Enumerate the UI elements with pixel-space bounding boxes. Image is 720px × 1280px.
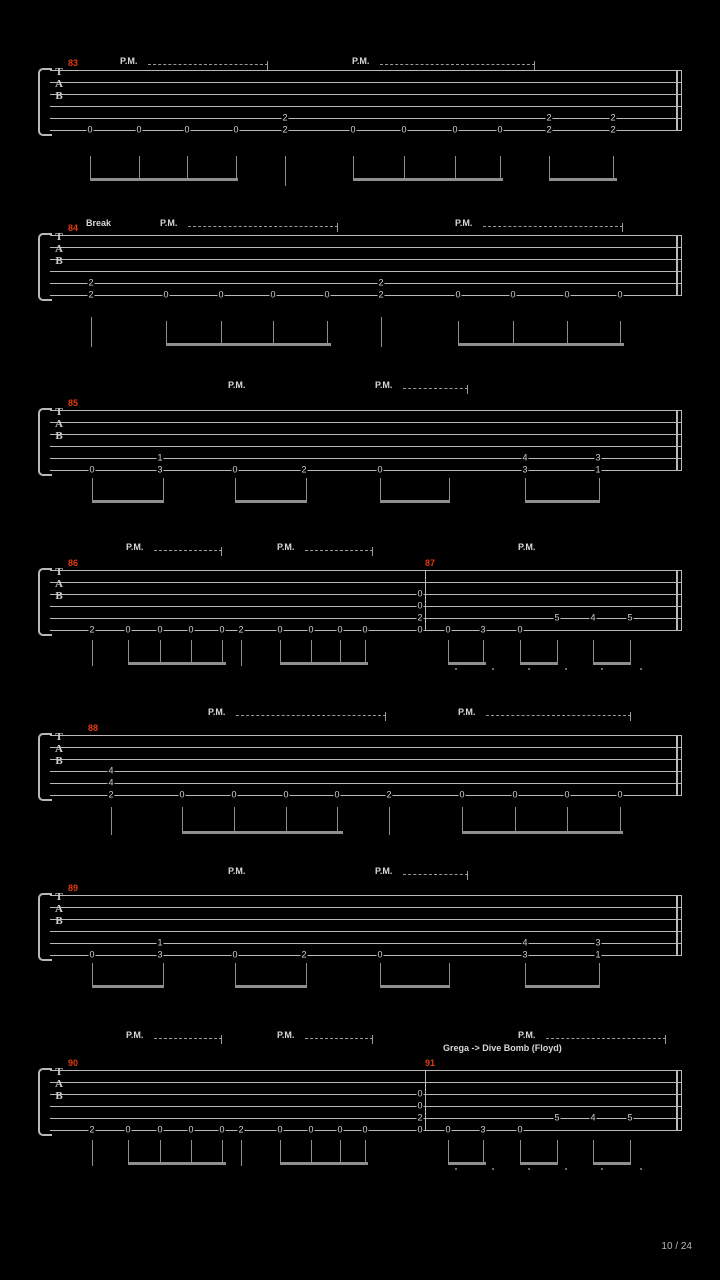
tab-fret-number: 0 [362, 624, 368, 635]
tab-fret-number: 0 [497, 124, 503, 135]
tab-fret-number: 0 [233, 124, 239, 135]
palm-mute-dashed-line [154, 550, 222, 552]
note-beam [380, 985, 450, 988]
tab-fret-number: 5 [554, 1112, 560, 1123]
tab-staff [38, 231, 682, 300]
tab-fret-number: 0 [362, 1124, 368, 1135]
note-beam [92, 985, 164, 988]
staff-line [50, 434, 682, 435]
note-stem [91, 317, 92, 347]
note-beam [92, 500, 164, 503]
note-beam [462, 831, 623, 834]
tab-staff [38, 566, 682, 635]
palm-mute-marking: P.M. [208, 707, 226, 717]
tab-fret-number: 0 [564, 789, 570, 800]
tab-fret-number: 2 [238, 624, 244, 635]
measure-number: 91 [425, 1058, 436, 1068]
tab-fret-number: 1 [157, 452, 163, 463]
performance-text-label: Grega -> Dive Bomb (Floyd) [443, 1043, 562, 1053]
page-number: 10 / 24 [661, 1241, 692, 1252]
tab-fret-number: 5 [627, 1112, 633, 1123]
tab-clef: T A B [55, 406, 63, 442]
tab-fret-number: 2 [88, 289, 94, 300]
tab-fret-number: 0 [337, 624, 343, 635]
note-beam [380, 500, 450, 503]
note-beam [593, 662, 631, 665]
note-stem [241, 640, 242, 666]
note-stem [557, 1140, 558, 1165]
tab-fret-number: 0 [417, 1124, 423, 1135]
tab-fret-number: 2 [301, 464, 307, 475]
tab-fret-number: 0 [417, 624, 423, 635]
tab-fret-number: 0 [510, 289, 516, 300]
staff-line [50, 1082, 682, 1083]
palm-mute-dashed-line [188, 226, 338, 228]
staff-line [50, 1118, 682, 1119]
tab-staff [38, 66, 682, 135]
tab-fret-number: 2 [282, 112, 288, 123]
tab-fret-number: 0 [188, 1124, 194, 1135]
rhythm-dot [601, 1168, 603, 1170]
tab-fret-number: 1 [595, 949, 601, 960]
note-beam [525, 500, 600, 503]
staff-line [50, 446, 682, 447]
end-barline-thin [676, 410, 678, 470]
staff-line [50, 422, 682, 423]
staff-line [50, 570, 682, 571]
tab-fret-number: 0 [163, 289, 169, 300]
tab-fret-number: 0 [219, 624, 225, 635]
palm-mute-marking: P.M. [458, 707, 476, 717]
palm-mute-marking: P.M. [228, 380, 246, 390]
staff-line [50, 795, 682, 796]
staff-line [50, 931, 682, 932]
tab-fret-number: 0 [179, 789, 185, 800]
tab-fret-number: 3 [595, 452, 601, 463]
rhythm-dot [528, 1168, 530, 1170]
tab-staff [38, 1066, 682, 1135]
staff-line [50, 235, 682, 236]
tab-fret-number: 0 [417, 1088, 423, 1099]
staff-brace [38, 893, 52, 961]
palm-mute-dashed-line [305, 1038, 373, 1040]
tab-fret-number: 4 [590, 1112, 596, 1123]
tab-fret-number: 2 [610, 124, 616, 135]
tab-fret-number: 0 [517, 624, 523, 635]
tab-fret-number: 3 [480, 624, 486, 635]
staff-line [50, 271, 682, 272]
tab-fret-number: 4 [522, 452, 528, 463]
palm-mute-marking: P.M. [120, 56, 138, 66]
end-barline [681, 570, 682, 630]
tab-fret-number: 1 [595, 464, 601, 475]
measure-barline [425, 570, 426, 630]
measure-number: 85 [68, 398, 79, 408]
tab-fret-number: 0 [617, 289, 623, 300]
palm-mute-marking: P.M. [518, 542, 536, 552]
tab-fret-number: 2 [386, 789, 392, 800]
note-beam [128, 1162, 226, 1165]
staff-line [50, 735, 682, 736]
tab-fret-number: 0 [231, 789, 237, 800]
staff-line [50, 747, 682, 748]
staff-line [50, 130, 682, 131]
tab-fret-number: 0 [445, 1124, 451, 1135]
note-stem [286, 807, 287, 833]
note-beam [128, 662, 226, 665]
staff-line [50, 783, 682, 784]
palm-mute-dashed-line [148, 64, 268, 66]
tab-fret-number: 2 [238, 1124, 244, 1135]
tab-fret-number: 2 [301, 949, 307, 960]
end-barline-thin [676, 1070, 678, 1130]
tab-fret-number: 4 [108, 777, 114, 788]
note-beam [235, 500, 307, 503]
palm-mute-dashed-line [154, 1038, 222, 1040]
tab-fret-number: 0 [218, 289, 224, 300]
end-barline [681, 70, 682, 130]
note-stem [285, 156, 286, 186]
tab-fret-number: 0 [455, 289, 461, 300]
palm-mute-marking: P.M. [277, 1030, 295, 1040]
tab-clef: T A B [55, 66, 63, 102]
rhythm-dot [492, 668, 494, 670]
tab-fret-number: 4 [108, 765, 114, 776]
tab-fret-number: 0 [157, 1124, 163, 1135]
note-beam [235, 985, 307, 988]
note-beam [520, 662, 557, 665]
note-beam [90, 178, 238, 181]
note-stem [381, 317, 382, 347]
note-beam [525, 985, 600, 988]
rhythm-dot [455, 668, 457, 670]
tab-fret-number: 2 [378, 277, 384, 288]
staff-line [50, 582, 682, 583]
tab-fret-number: 2 [88, 277, 94, 288]
tab-fret-number: 0 [564, 289, 570, 300]
note-stem [182, 807, 183, 833]
staff-line [50, 907, 682, 908]
staff-line [50, 771, 682, 772]
staff-line [50, 94, 682, 95]
staff-line [50, 259, 682, 260]
palm-mute-dashed-line [380, 64, 535, 66]
tab-fret-number: 0 [184, 124, 190, 135]
staff-line [50, 895, 682, 896]
tab-fret-number: 0 [417, 1100, 423, 1111]
tab-fret-number: 0 [87, 124, 93, 135]
tab-fret-number: 0 [89, 464, 95, 475]
rhythm-dot [640, 668, 642, 670]
palm-mute-marking: P.M. [277, 542, 295, 552]
note-stem [234, 807, 235, 833]
staff-line [50, 118, 682, 119]
end-barline [681, 735, 682, 795]
note-beam [593, 1162, 631, 1165]
staff-line [50, 70, 682, 71]
tab-clef: T A B [55, 1066, 63, 1102]
note-stem [241, 1140, 242, 1166]
note-stem [92, 1140, 93, 1166]
note-beam [458, 343, 624, 346]
palm-mute-dashed-line [305, 550, 373, 552]
tab-fret-number: 0 [277, 624, 283, 635]
tab-fret-number: 1 [157, 937, 163, 948]
tab-fret-number: 0 [308, 1124, 314, 1135]
tab-fret-number: 5 [554, 612, 560, 623]
end-barline-thin [676, 70, 678, 130]
performance-text-label: Break [86, 218, 112, 228]
note-stem [337, 807, 338, 833]
measure-number: 87 [425, 558, 436, 568]
note-stem [111, 807, 112, 835]
staff-line [50, 618, 682, 619]
tab-fret-number: 2 [108, 789, 114, 800]
note-beam [166, 343, 331, 346]
staff-line [50, 410, 682, 411]
palm-mute-marking: P.M. [126, 1030, 144, 1040]
note-stem [620, 807, 621, 833]
staff-line [50, 594, 682, 595]
tab-fret-number: 0 [283, 789, 289, 800]
staff-line [50, 1106, 682, 1107]
tab-fret-number: 0 [459, 789, 465, 800]
staff-line [50, 247, 682, 248]
tab-fret-number: 3 [522, 949, 528, 960]
measure-number: 86 [68, 558, 79, 568]
note-beam [448, 1162, 486, 1165]
staff-line [50, 106, 682, 107]
end-barline [681, 410, 682, 470]
tab-fret-number: 2 [282, 124, 288, 135]
tab-fret-number: 0 [377, 464, 383, 475]
note-beam [280, 662, 368, 665]
tab-clef: T A B [55, 566, 63, 602]
end-barline-thin [676, 735, 678, 795]
note-beam [448, 662, 486, 665]
tab-fret-number: 0 [517, 1124, 523, 1135]
tab-fret-number: 0 [417, 588, 423, 599]
palm-mute-marking: P.M. [126, 542, 144, 552]
staff-brace [38, 733, 52, 801]
tab-clef: T A B [55, 231, 63, 267]
note-stem [462, 807, 463, 833]
tab-fret-number: 0 [401, 124, 407, 135]
tab-fret-number: 0 [232, 949, 238, 960]
staff-line [50, 458, 682, 459]
rhythm-dot [565, 668, 567, 670]
tab-fret-number: 0 [308, 624, 314, 635]
tab-fret-number: 0 [219, 1124, 225, 1135]
tab-fret-number: 2 [89, 1124, 95, 1135]
rhythm-dot [601, 668, 603, 670]
end-barline [681, 235, 682, 295]
staff-brace [38, 233, 52, 301]
note-stem [92, 640, 93, 666]
note-stem [557, 640, 558, 665]
end-barline [681, 895, 682, 955]
staff-line [50, 943, 682, 944]
rhythm-dot [492, 1168, 494, 1170]
note-beam [353, 178, 503, 181]
staff-brace [38, 568, 52, 636]
palm-mute-marking: P.M. [352, 56, 370, 66]
tab-clef: T A B [55, 731, 63, 767]
tab-fret-number: 2 [546, 112, 552, 123]
note-beam [520, 1162, 557, 1165]
palm-mute-marking: P.M. [375, 380, 393, 390]
staff-line [50, 606, 682, 607]
tab-fret-number: 2 [378, 289, 384, 300]
tab-fret-number: 0 [136, 124, 142, 135]
note-beam [549, 178, 617, 181]
palm-mute-marking: P.M. [455, 218, 473, 228]
measure-barline [425, 1070, 426, 1130]
tab-fret-number: 3 [595, 937, 601, 948]
end-barline [681, 1070, 682, 1130]
measure-number: 90 [68, 1058, 79, 1068]
note-beam [182, 831, 343, 834]
tab-fret-number: 4 [522, 937, 528, 948]
tab-fret-number: 4 [590, 612, 596, 623]
tab-fret-number: 3 [480, 1124, 486, 1135]
end-barline-thin [676, 235, 678, 295]
palm-mute-marking: P.M. [518, 1030, 536, 1040]
tab-fret-number: 0 [350, 124, 356, 135]
staff-line [50, 919, 682, 920]
staff-line [50, 82, 682, 83]
tab-clef: T A B [55, 891, 63, 927]
palm-mute-dashed-line [403, 874, 468, 876]
note-stem [389, 807, 390, 835]
tab-fret-number: 0 [270, 289, 276, 300]
rhythm-dot [565, 1168, 567, 1170]
tab-staff [38, 731, 682, 800]
measure-number: 88 [88, 723, 99, 733]
tab-fret-number: 2 [417, 1112, 423, 1123]
staff-brace [38, 408, 52, 476]
end-barline-thin [676, 895, 678, 955]
note-stem [515, 807, 516, 833]
tab-fret-number: 0 [89, 949, 95, 960]
rhythm-dot [455, 1168, 457, 1170]
tab-fret-number: 0 [512, 789, 518, 800]
tab-fret-number: 0 [417, 600, 423, 611]
tab-fret-number: 0 [125, 624, 131, 635]
tab-fret-number: 0 [125, 1124, 131, 1135]
staff-line [50, 283, 682, 284]
tab-fret-number: 0 [157, 624, 163, 635]
tab-fret-number: 3 [157, 949, 163, 960]
palm-mute-marking: P.M. [160, 218, 178, 228]
tab-fret-number: 2 [89, 624, 95, 635]
staff-line [50, 470, 682, 471]
tab-fret-number: 3 [157, 464, 163, 475]
staff-brace [38, 68, 52, 136]
staff-brace [38, 1068, 52, 1136]
staff-line [50, 759, 682, 760]
tab-fret-number: 0 [324, 289, 330, 300]
palm-mute-dashed-line [403, 388, 468, 390]
staff-line [50, 1094, 682, 1095]
measure-number: 83 [68, 58, 79, 68]
palm-mute-dashed-line [236, 715, 386, 717]
note-stem [567, 807, 568, 833]
tab-fret-number: 0 [445, 624, 451, 635]
tab-staff [38, 891, 682, 960]
staff-line [50, 1070, 682, 1071]
palm-mute-marking: P.M. [375, 866, 393, 876]
tab-fret-number: 2 [417, 612, 423, 623]
staff-line [50, 295, 682, 296]
tab-staff [38, 406, 682, 475]
rhythm-dot [640, 1168, 642, 1170]
palm-mute-dashed-line [546, 1038, 666, 1040]
tab-fret-number: 0 [232, 464, 238, 475]
end-barline-thin [676, 570, 678, 630]
tab-fret-number: 0 [188, 624, 194, 635]
staff-line [50, 955, 682, 956]
tab-fret-number: 0 [617, 789, 623, 800]
palm-mute-dashed-line [486, 715, 631, 717]
tab-fret-number: 0 [277, 1124, 283, 1135]
tab-fret-number: 3 [522, 464, 528, 475]
rhythm-dot [528, 668, 530, 670]
tab-fret-number: 2 [546, 124, 552, 135]
palm-mute-marking: P.M. [228, 866, 246, 876]
tab-fret-number: 0 [377, 949, 383, 960]
tab-fret-number: 5 [627, 612, 633, 623]
measure-number: 84 [68, 223, 79, 233]
tab-fret-number: 0 [334, 789, 340, 800]
tab-fret-number: 0 [452, 124, 458, 135]
measure-number: 89 [68, 883, 79, 893]
note-beam [280, 1162, 368, 1165]
tab-fret-number: 0 [337, 1124, 343, 1135]
tab-fret-number: 2 [610, 112, 616, 123]
palm-mute-dashed-line [483, 226, 623, 228]
